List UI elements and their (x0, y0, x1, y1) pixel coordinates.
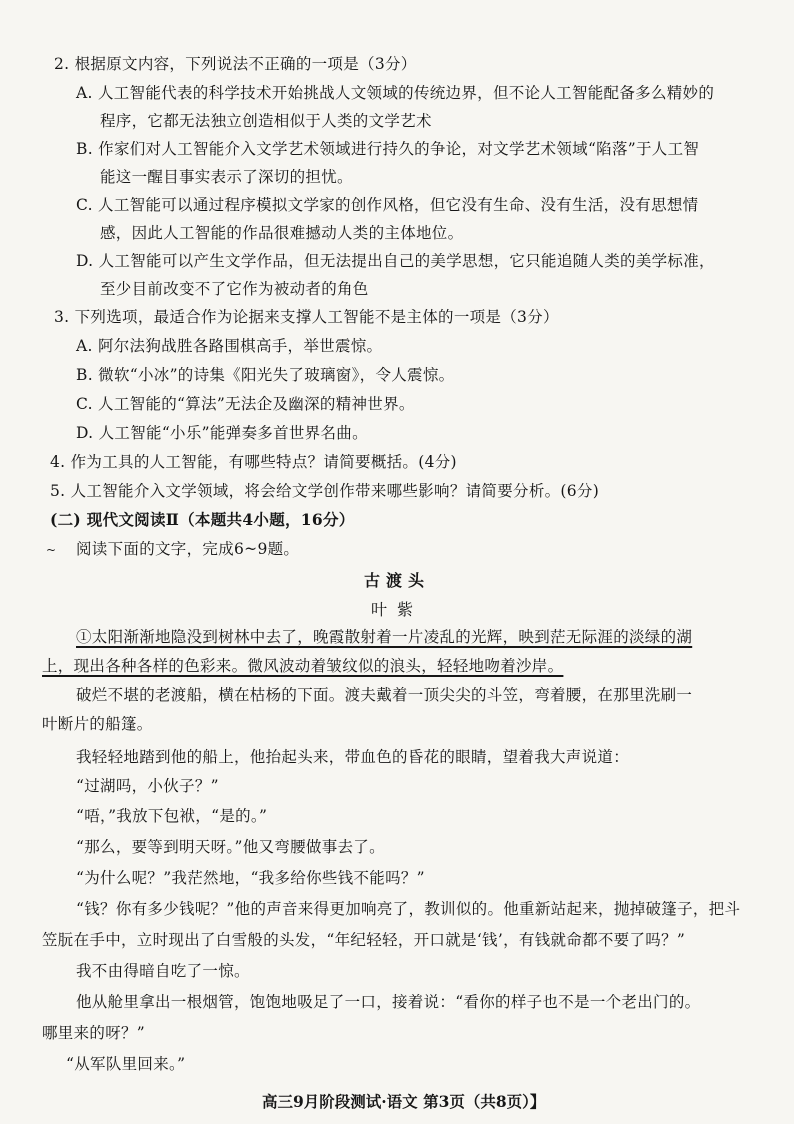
scan-mark: ~ (46, 543, 57, 557)
story-dialogue-1: “过湖吗，小伙子？” (76, 777, 219, 795)
story-title: 古渡头 (363, 571, 430, 590)
q2-option-a-cont: 程序，它都无法独立创造相似于人类的文学艺术 (100, 112, 432, 130)
story-dialogue-5-cont: 笠朊在手中，立时现出了白雪般的头发，“年纪轻轻，开口就是‘钱’，有钱就命都不要了吗？” (42, 931, 686, 949)
section-heading: (二) 现代文阅读Ⅱ（本题共4小题，16分） (50, 510, 355, 529)
story-paragraph-10-cont: 哪里来的呀？” (42, 1024, 146, 1042)
story-dialogue-3: “那么，要等到明天呀。”他又弯腰做事去了。 (76, 838, 385, 856)
q3-option-c: C. 人工智能的“算法”无法企及幽深的精神世界。 (76, 395, 415, 413)
q2-option-b-cont: 能这一醒目事实表示了深切的担忧。 (100, 168, 353, 186)
q2-option-b: B. 作家们对人工智能介入文学艺术领域进行持久的争论，对文学艺术领域“陷落”于人工智 (76, 140, 700, 158)
story-dialogue-5: “钱？你有多少钱呢？”他的声音来得更加响亮了，教训似的。他重新站起来，抛掉破篷子，把斗 (76, 900, 741, 918)
q2-option-d: D. 人工智能可以产生文学作品，但无法提出自己的美学思想，它只能追随人类的美学标准， (76, 252, 715, 270)
q2-option-c: C. 人工智能可以通过程序模拟文学家的创作风格，但它没有生命、没有生活，没有思想情 (76, 196, 699, 214)
q3-option-a: A. 阿尔法狗战胜各路围棋高手，举世震惊。 (76, 337, 383, 355)
story-paragraph-9: 我不由得暗自吃了一惊。 (76, 962, 250, 980)
story-paragraph-2: 破烂不堪的老渡船，横在枯杨的下面。渡夫戴着一顶尖尖的斗笠，弯着腰，在那里洗刷一 (76, 686, 693, 704)
q3-option-b: B. 微软“小冰”的诗集《阳光失了玻璃窗》，令人震惊。 (76, 366, 455, 384)
question-2-stem: 2. 根据原文内容，下列说法不正确的一项是（3分） (54, 55, 417, 73)
reading-instruction: 阅读下面的文字，完成6~9题。 (76, 540, 300, 558)
question-5: 5. 人工智能介入文学领域，将会给文学创作带来哪些影响？请简要分析。(6分) (50, 482, 600, 500)
q2-option-a: A. 人工智能代表的科学技术开始挑战人文领域的传统边界，但不论人工智能配备多么精妙的 (76, 84, 715, 102)
q2-option-d-cont: 至少目前改变不了它作为被动者的角色 (100, 280, 369, 298)
q3-option-d: D. 人工智能“小乐”能弹奏多首世界名曲。 (76, 424, 368, 442)
story-dialogue-4: “为什么呢？”我茫然地，“我多给你些钱不能吗？” (76, 869, 425, 887)
q2-option-c-cont: 感，因此人工智能的作品很难撼动人类的主体地位。 (100, 224, 464, 242)
question-3-stem: 3. 下列选项，最适合作为论据来支撑人工智能不是主体的一项是（3分） (54, 308, 559, 326)
story-paragraph-1-cont: 上，现出各种各样的色彩来。微风波动着皱纹似的浪头，轻轻地吻着沙岸。 (42, 657, 564, 675)
question-4: 4. 作为工具的人工智能，有哪些特点？请简要概括。(4分) (50, 453, 457, 471)
story-paragraph-10: 他从舱里拿出一根烟管，饱饱地吸足了一口，接着说：“看你的样子也不是一个老出门的。 (76, 993, 701, 1011)
story-paragraph-1: ①太阳渐渐地隐没到树林中去了，晚霞散射着一片凌乱的光辉，映到茫无际涯的淡绿的湖 (76, 628, 693, 646)
story-author: 叶紫 (370, 600, 423, 619)
story-dialogue-2: “唔，”我放下包袱，“是的。” (76, 807, 268, 825)
story-dialogue-6: “从军队里回来。” (66, 1055, 186, 1073)
page-footer: 高三9月阶段测试·语文 第3页（共8页）】 (262, 1092, 546, 1111)
story-paragraph-3: 我轻轻地踏到他的船上，他抬起头来，带血色的昏花的眼睛，望着我大声说道： (76, 748, 630, 766)
story-paragraph-2-cont: 叶断片的船篷。 (42, 715, 153, 733)
